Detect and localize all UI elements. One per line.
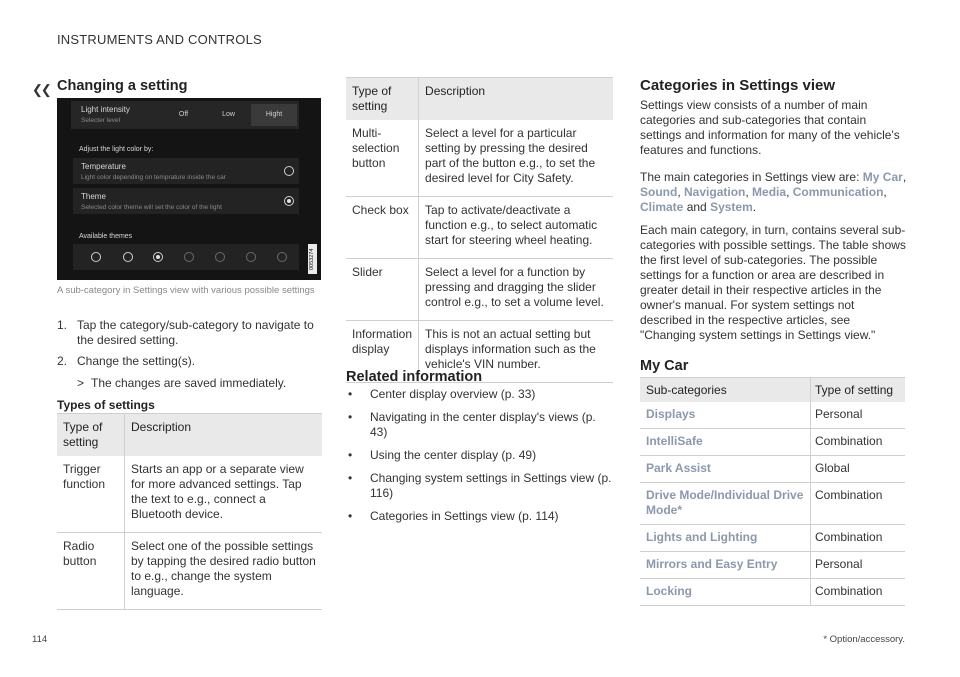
table-header: Type of setting: [811, 378, 906, 403]
section-heading-changing-setting: Changing a setting: [57, 78, 188, 94]
table-row: Displays Personal: [640, 402, 905, 429]
table-row: IntelliSafe Combination: [640, 429, 905, 456]
theme-radio-icon: [277, 252, 287, 262]
related-information-heading: Related information: [346, 369, 483, 385]
selecter-level-label: Selecter level: [81, 117, 121, 124]
theme-selector: [73, 244, 299, 270]
main-categories-paragraph: The main categories in Settings view are: My Car, Sound, Navigation, Media, Communication, Climate and System.: [640, 170, 907, 214]
list-item: 2. Change the setting(s).: [57, 354, 196, 368]
settings-screenshot: [57, 98, 321, 280]
link-climate[interactable]: Climate: [640, 200, 684, 214]
link-navigation[interactable]: Navigation: [684, 185, 746, 199]
table-row: Trigger function Starts an app or a separate view for more advanced settings. Tap the text to e.g., connect a Bluetooth device.: [57, 456, 322, 533]
sub-category-link[interactable]: Park Assist: [640, 456, 811, 483]
related-link[interactable]: • Navigating in the center display's views (p. 43): [346, 410, 614, 440]
theme-sub: Selected color theme will set the color of the light: [81, 204, 222, 211]
link-sound[interactable]: Sound: [640, 185, 678, 199]
footnote: * Option/accessory.: [823, 634, 905, 645]
types-table-2: [346, 77, 613, 383]
related-link[interactable]: • Using the center display (p. 49): [346, 448, 614, 463]
sub-category-link[interactable]: Lights and Lighting: [640, 525, 811, 552]
table-row: Park Assist Global: [640, 456, 905, 483]
my-car-heading: My Car: [640, 358, 689, 374]
my-car-table: [640, 377, 905, 606]
related-link[interactable]: • Center display overview (p. 33): [346, 387, 614, 402]
theme-option: [73, 188, 299, 214]
temperature-option: [73, 158, 299, 184]
related-link[interactable]: • Changing system settings in Settings view (p. 116): [346, 471, 614, 501]
figure-caption: A sub-category in Settings view with various possible settings: [57, 285, 315, 296]
theme-radio-icon: [215, 252, 225, 262]
light-intensity-label: Light intensity: [81, 105, 130, 114]
related-list: [346, 387, 614, 532]
sub-category-link[interactable]: Locking: [640, 579, 811, 606]
section-heading-categories: Categories in Settings view: [640, 77, 836, 94]
segment-off: Off: [178, 111, 189, 118]
steps-list: [57, 318, 325, 375]
table-header: Type of setting: [57, 414, 125, 457]
sub-category-link[interactable]: Displays: [640, 402, 811, 429]
table-row: Check box Tap to activate/deactivate a function e.g., to select automatic start for steering wheel heating.: [346, 197, 613, 259]
table-row: Radio button Select one of the possible settings by tapping the desired radio button to e.g., change the system language.: [57, 533, 322, 610]
radio-on-icon: [284, 196, 294, 206]
table-row: Information display This is not an actual setting but displays information such as the vehicle's VIN number.: [346, 321, 613, 383]
list-item: 1. Tap the category/sub-category to navigate to the desired setting.: [57, 318, 314, 347]
theme-radio-icon: [184, 252, 194, 262]
theme-radio-icon: [91, 252, 101, 262]
radio-off-icon: [284, 166, 294, 176]
table-row: Locking Combination: [640, 579, 905, 606]
theme-radio-icon: [246, 252, 256, 262]
table-row: Slider Select a level for a function by pressing and dragging the slider control e.g., to set a volume level.: [346, 259, 613, 321]
theme-label: Theme: [81, 192, 106, 201]
table-header: Description: [419, 78, 613, 121]
theme-radio-selected-icon: [153, 252, 163, 262]
light-intensity-row: [71, 101, 299, 129]
sub-category-link[interactable]: IntelliSafe: [640, 429, 811, 456]
adjust-light-label: Adjust the light color by:: [79, 146, 154, 153]
table-row: Drive Mode/Individual Drive Mode* Combination: [640, 483, 905, 525]
intro-paragraph: Settings view consists of a number of main categories and sub-categories that contain settings and information for many of the vehicle's features and functions.: [640, 98, 900, 157]
sub-category-link[interactable]: Drive Mode/Individual Drive Mode*: [640, 483, 811, 525]
page-number: 114: [32, 634, 48, 645]
running-header: INSTRUMENTS AND CONTROLS: [57, 32, 262, 47]
temperature-sub: Light color depending on temprature inside the car: [81, 174, 226, 181]
segment-high: Hight: [251, 104, 297, 126]
image-code: 0053274: [308, 244, 317, 274]
types-of-settings-heading: Types of settings: [57, 398, 155, 412]
step-result: > The changes are saved immediately.: [77, 376, 287, 390]
table-row: Multi-selection button Select a level for a particular setting by pressing the desired part of the button e.g., to set the desired level for City Safety.: [346, 120, 613, 197]
sub-category-link[interactable]: Mirrors and Easy Entry: [640, 552, 811, 579]
table-row: Lights and Lighting Combination: [640, 525, 905, 552]
table-row: Mirrors and Easy Entry Personal: [640, 552, 905, 579]
link-media[interactable]: Media: [752, 185, 787, 199]
link-communication[interactable]: Communication: [792, 185, 884, 199]
body-paragraph: Each main category, in turn, contains several sub-categories with possible settings. The table shows the first level of sub-categories. The possible settings for a function or area are described in greater detail in their respective articles in the owner's manual. For system settings not described in the respective articles, see "Changing system settings in Settings view.": [640, 223, 906, 342]
types-table-1: [57, 413, 322, 610]
link-system[interactable]: System: [710, 200, 753, 214]
available-themes-label: Available themes: [79, 233, 133, 240]
link-my-car[interactable]: My Car: [862, 170, 903, 184]
temperature-label: Temperature: [81, 162, 126, 171]
double-chevron-left-icon[interactable]: ❮❮: [32, 82, 50, 97]
segment-low: Low: [222, 111, 235, 118]
theme-radio-icon: [123, 252, 133, 262]
table-header: Description: [125, 414, 323, 457]
related-link[interactable]: • Categories in Settings view (p. 114): [346, 509, 614, 524]
table-header: Type of setting: [346, 78, 419, 121]
table-header: Sub-categories: [640, 378, 811, 403]
